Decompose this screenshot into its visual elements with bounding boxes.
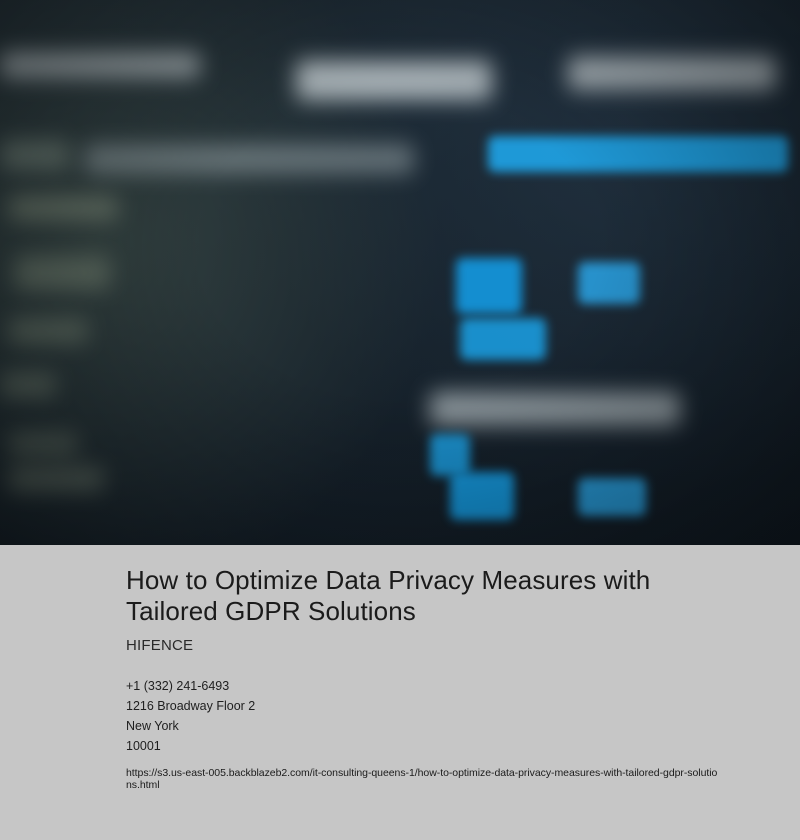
contact-address-line1: 1216 Broadway Floor 2 xyxy=(126,699,256,713)
contact-zip: 10001 xyxy=(126,739,161,753)
brand-name: HIFENCE xyxy=(126,637,194,654)
source-url: https://s3.us-east-005.backblazeb2.com/it-consulting-queens-1/how-to-optimize-data-privacy-measures-with-tailored-gdpr-solutions.html xyxy=(126,767,718,791)
info-panel xyxy=(0,545,800,840)
contact-city: New York xyxy=(126,719,179,733)
contact-phone: +1 (332) 241-6493 xyxy=(126,679,230,693)
page-title: How to Optimize Data Privacy Measures with Tailored GDPR Solutions xyxy=(126,565,651,626)
